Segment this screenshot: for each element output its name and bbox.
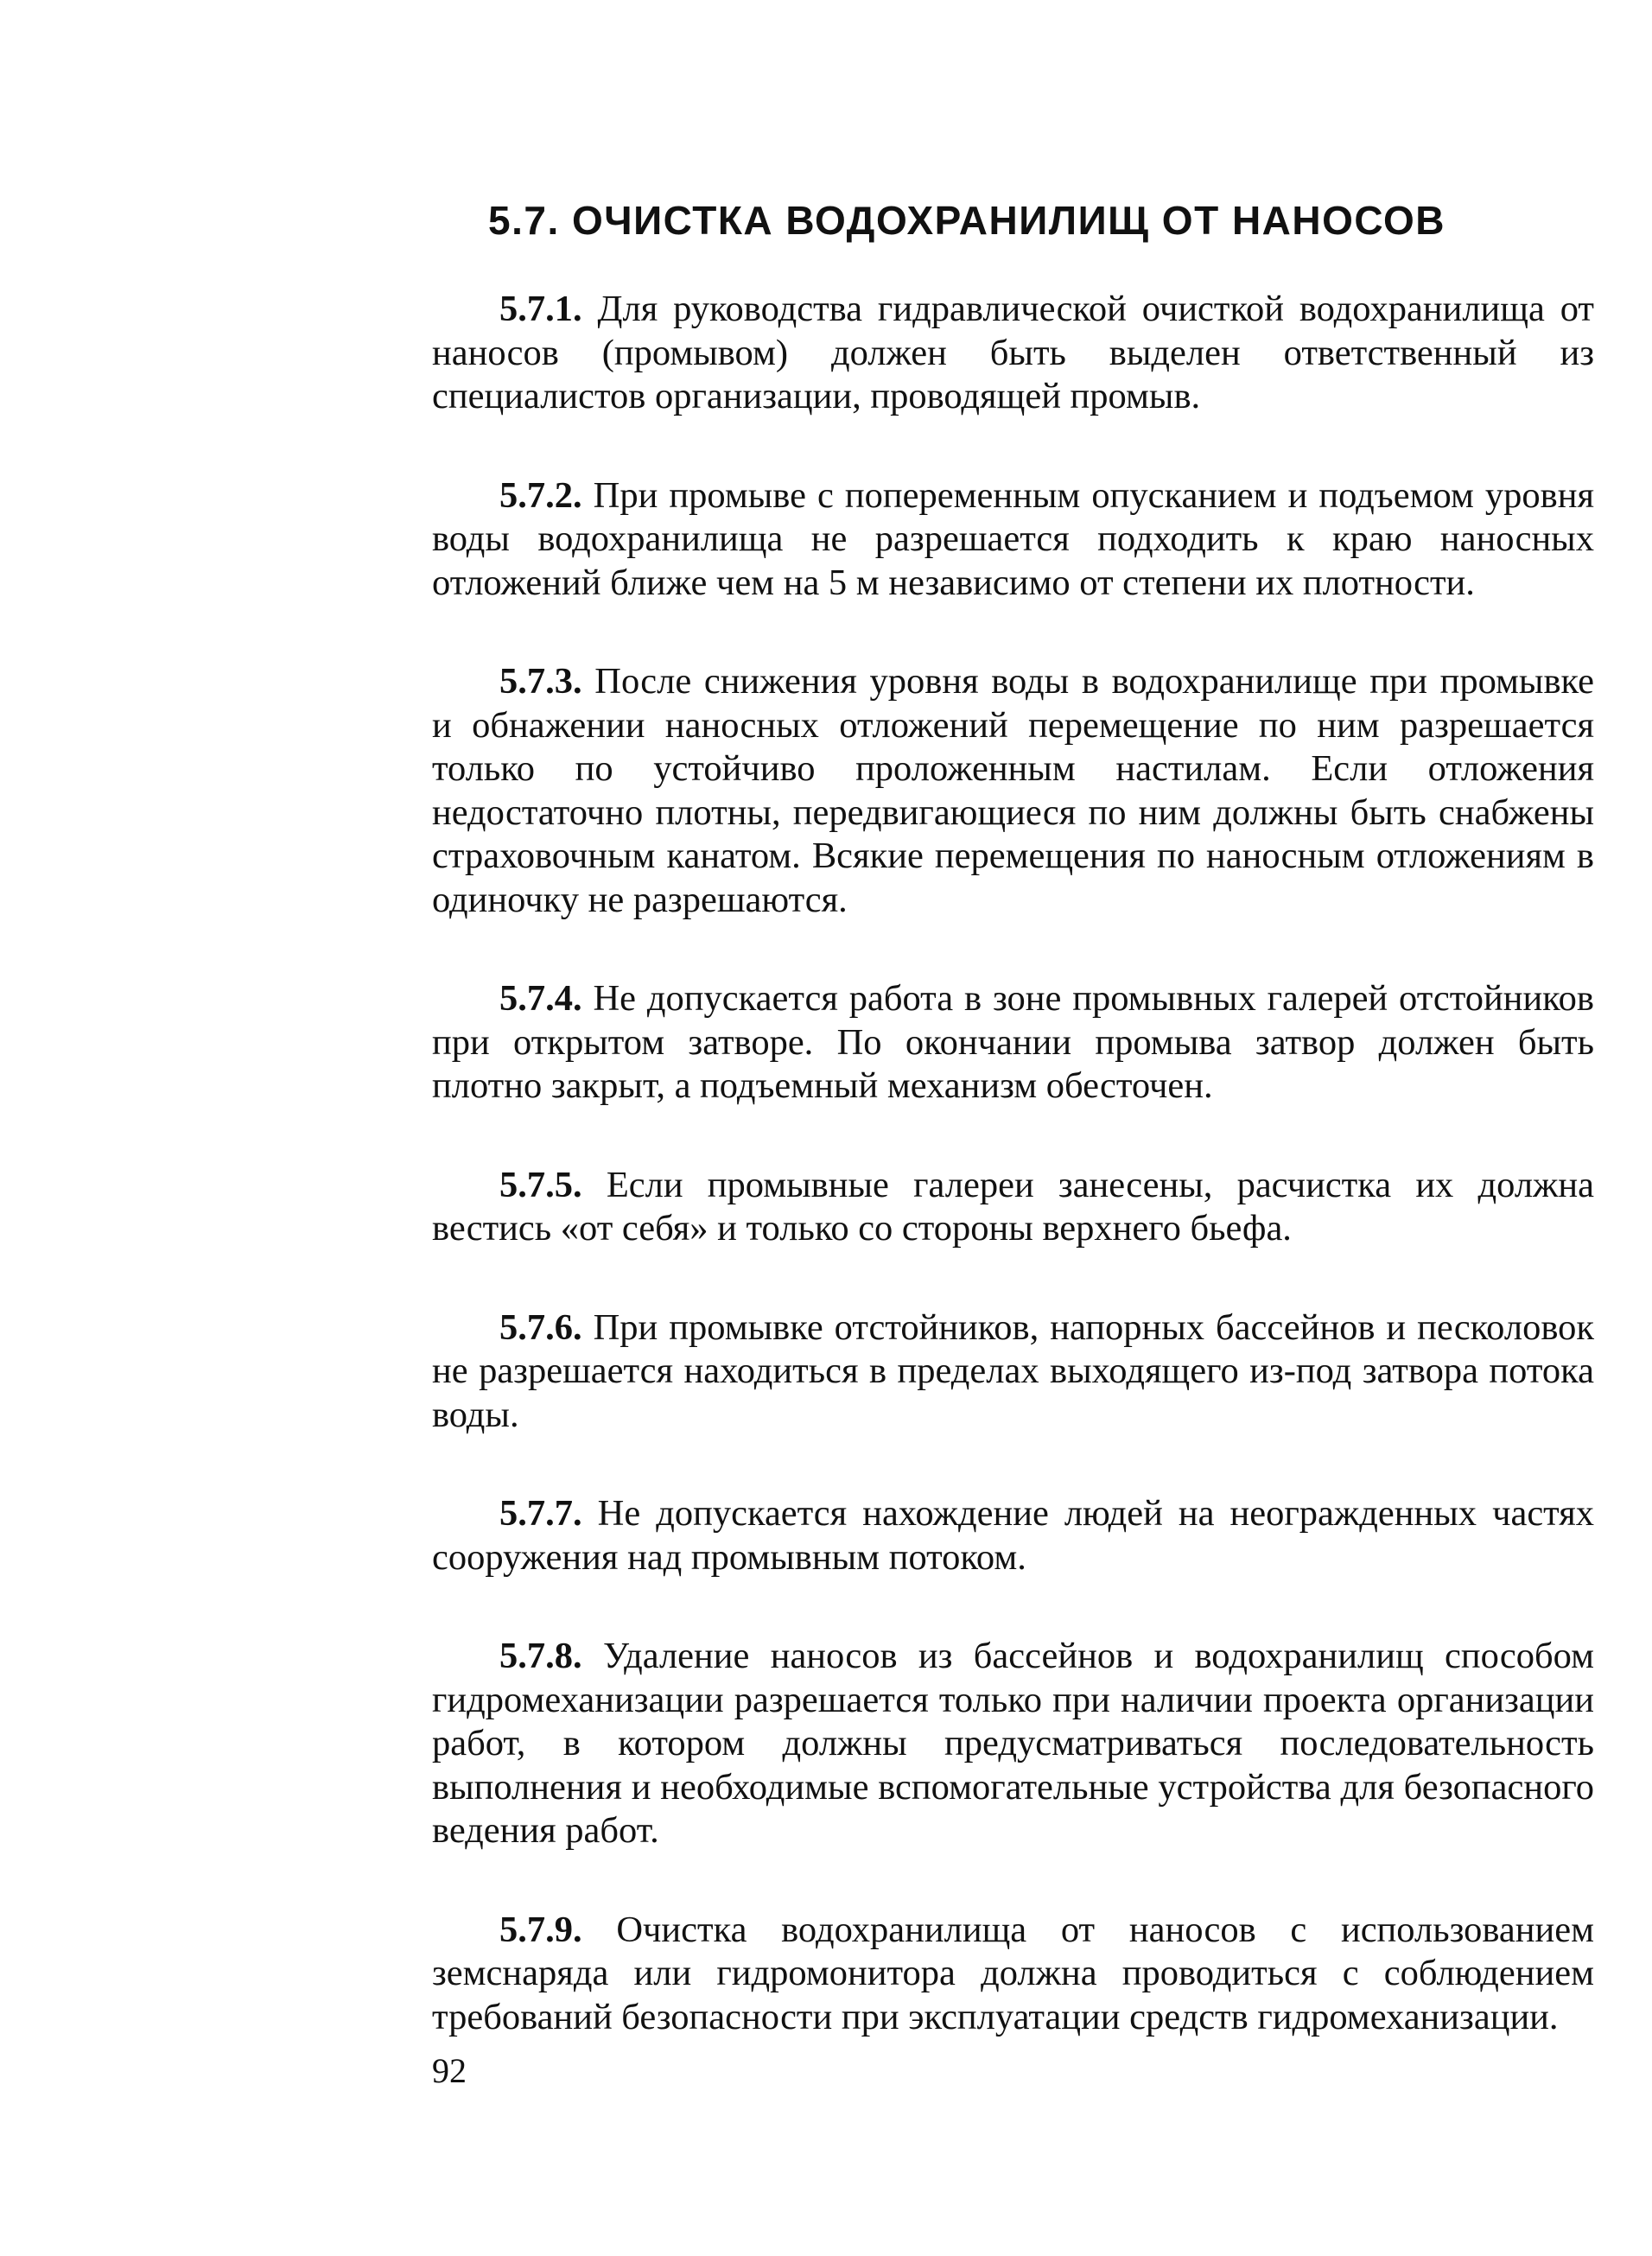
paragraph-number: 5.7.8.: [499, 1636, 582, 1676]
page-number: 92: [432, 2051, 467, 2090]
section-heading: 5.7. ОЧИСТКА ВОДОХРАНИЛИЩ ОТ НАНОСОВ: [488, 198, 1446, 243]
paragraph-text: Не допускается нахождение людей на неогражденных частях сооружения над промывным потоком.: [432, 1493, 1594, 1578]
paragraph-5-7-3: [432, 660, 1594, 922]
paragraph-text: При промыве с попеременным опусканием и подъемом уровня воды водохранилища не разрешается подходить к краю наносных отложений ближе чем на 5 м независимо от степени их плотности.: [432, 474, 1594, 603]
paragraph-number: 5.7.5.: [499, 1164, 582, 1205]
paragraph-5-7-4: [432, 977, 1594, 1109]
paragraph-number: 5.7.3.: [499, 661, 582, 702]
paragraph-text: После снижения уровня воды в водохранилище при промывке и обнажении наносных отложений перемещение по ним разрешается только по устойчиво проложенным настилам. Если отложения недостаточно плотны, передвигающиеся по ним должны быть снабжены страховочным канатом. Всякие перемещения по наносным отложениям в одиночку не разрешаются.: [432, 661, 1594, 920]
paragraph-text: Для руководства гидравлической очисткой водохранилища от наносов (промывом) должен быть выделен ответственный из специалистов организации, проводящей промыв.: [432, 289, 1594, 416]
paragraph-5-7-6: [432, 1306, 1594, 1438]
paragraph-number: 5.7.7.: [499, 1493, 582, 1534]
paragraph-text: Если промывные галереи занесены, расчистка их должна вестись «от себя» и только со стороны верхнего бьефа.: [432, 1164, 1594, 1249]
paragraph-5-7-1: [432, 288, 1594, 419]
body-text: [432, 288, 1594, 2094]
paragraph-5-7-8: [432, 1635, 1594, 1853]
paragraph-text: Не допускается работа в зоне промывных галерей отстойников при открытом затворе. По окончании промыва затвор должен быть плотно закрыт, а подъемный механизм обесточен.: [432, 978, 1594, 1106]
paragraph-5-7-9: [432, 1909, 1594, 2040]
paragraph-number: 5.7.4.: [499, 978, 582, 1019]
paragraph-number: 5.7.1.: [499, 289, 582, 329]
paragraph-5-7-7: [432, 1492, 1594, 1579]
paragraph-number: 5.7.9.: [499, 1909, 582, 1950]
paragraph-text: Удаление наносов из бассейнов и водохранилищ способом гидромеханизации разрешается только при наличии проекта организации работ, в котором должны предусматриваться последовательность выполнения и необходимые вспомогательные устройства для безопасного ведения работ.: [432, 1636, 1594, 1851]
paragraph-number: 5.7.6.: [499, 1306, 582, 1348]
paragraph-5-7-2: [432, 474, 1594, 606]
paragraph-5-7-5: [432, 1164, 1594, 1251]
paragraph-text: Очистка водохранилища от наносов с использованием земснаряда или гидромонитора должна проводиться с соблюдением требований безопасности при эксплуатации средств гидромеханизации.: [432, 1909, 1594, 2037]
paragraph-number: 5.7.2.: [499, 474, 582, 516]
paragraph-text: При промывке отстойников, напорных бассейнов и песколовок не разрешается находиться в пределах выходящего из-под затвора потока воды.: [432, 1306, 1594, 1435]
